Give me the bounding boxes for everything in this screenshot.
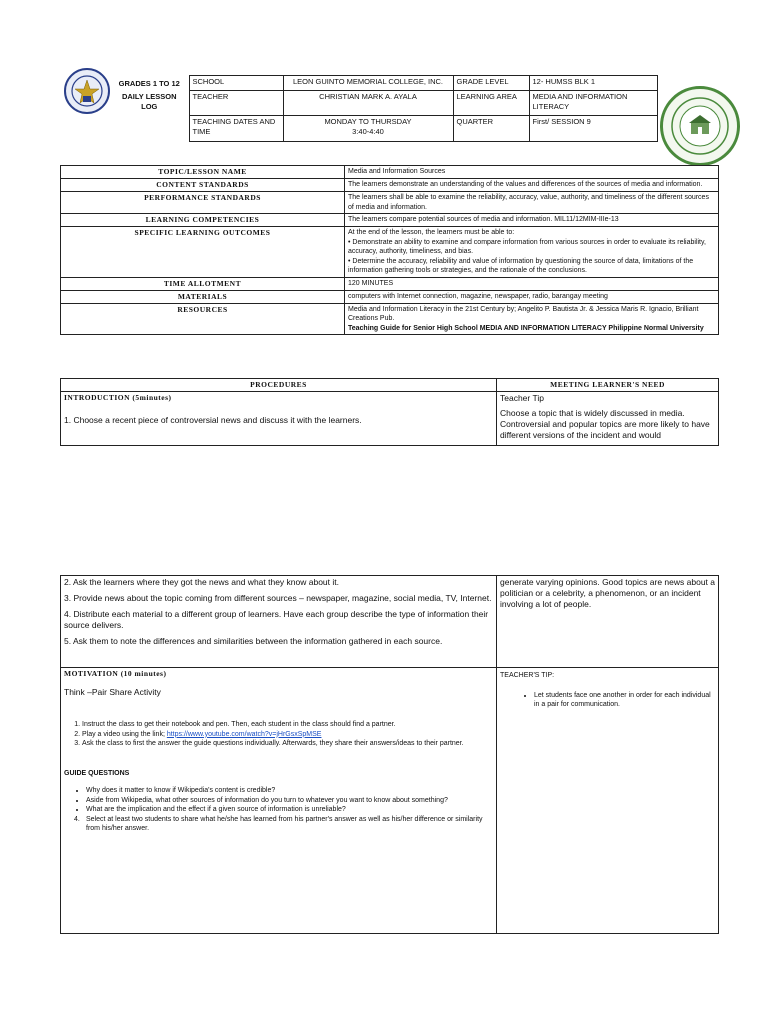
learning-area-value: MEDIA AND INFORMATION LITERACY <box>529 91 657 116</box>
activity-name: Think –Pair Share Activity <box>64 687 161 697</box>
school-label: SCHOOL <box>189 76 283 91</box>
performance-standards-label: PERFORMANCE STANDARDS <box>61 192 345 214</box>
outcomes-value <box>345 227 719 278</box>
step-item: 2. Ask the learners where they got the news and what they know about it. <box>64 577 339 587</box>
step-item: 5. Ask them to note the differences and similarities between the information gathered in each source. <box>64 636 443 646</box>
step-item: 3. Provide news about the topic coming from different sources – newspaper, magazine, social media, TV, Internet. <box>64 593 492 603</box>
learning-area-label: LEARNING AREA <box>453 91 529 116</box>
outcome-item: • Demonstrate an ability to examine and compare information from various sources in order to evaluate its reliability, accuracy, authority, timeliness, and bias. <box>348 238 706 255</box>
video-link[interactable]: https://www.youtube.com/watch?v=jHrGsxSpMSE <box>166 730 322 738</box>
outcome-item: • Determine the accuracy, reliability and value of information by questioning the source of data, limitations of the information gathering tools or strategies, and the rationale of the conclusions. <box>348 257 694 274</box>
teacher-value: CHRISTIAN MARK A. AYALA <box>283 91 453 116</box>
guide-question: • Why does it matter to know if Wikipedia's content is credible? <box>86 786 493 796</box>
steps-cell <box>61 576 497 668</box>
teachers-tip-cell <box>497 668 719 934</box>
introduction-cell <box>61 392 497 446</box>
guide-questions-title: GUIDE QUESTIONS <box>64 769 130 777</box>
teacher-tip-title: Teacher Tip <box>500 393 544 403</box>
resources-value <box>345 303 719 335</box>
resources-label: RESOURCES <box>61 303 345 335</box>
guide-question: Select at least two students to share what he/she has learned from his partner's answer as well as his/her difference or similarity from his/her answer. <box>86 815 483 832</box>
motivation-step: 1. Instruct the class to get their notebook and pen. Then, each student in the class should find a partner. <box>82 720 493 730</box>
dates-label: TEACHING DATES AND TIME <box>189 116 283 142</box>
motivation-step <box>82 730 493 740</box>
time-allotment-value: 120 MINUTES <box>345 277 719 290</box>
guide-question-number: 4. <box>74 815 80 823</box>
step-item: 4. Distribute each material to a different group of learners. Have each group describe the type of information their source delivers. <box>64 609 489 630</box>
teachers-tip-item: • Let students face one another in order for each individual in a pair for communication. <box>534 691 715 710</box>
grade-level-value: 12- HUMSS BLK 1 <box>529 76 657 91</box>
procedures-table-continued <box>60 575 719 934</box>
teachers-tip-title: TEACHER'S TIP: <box>500 672 555 679</box>
dates-value-time: 3:40-4:40 <box>352 127 384 136</box>
materials-label: MATERIALS <box>61 290 345 303</box>
teacher-tip-text: Choose a topic that is widely discussed in media. Controversial and popular topics are more likely to have different versions of the incident and would <box>500 408 710 439</box>
guide-questions-list <box>64 786 493 815</box>
topic-label: TOPIC/LESSON NAME <box>61 166 345 179</box>
seal-emblem-icon <box>70 74 104 108</box>
competencies-label: LEARNING COMPETENCIES <box>61 214 345 227</box>
competencies-value: The learners compare potential sources of media and information. MIL11/12MIM-IIIe-13 <box>345 214 719 227</box>
content-standards-value: The learners demonstrate an understanding of the values and differences of the sources of media and information. <box>345 179 719 192</box>
introduction-title: INTRODUCTION (5minutes) <box>64 393 172 402</box>
resource-item: Media and Information Literacy in the 21st Century by; Angelito P. Bautista Jr. & Jessica Maris R. Ignacio, Brilliant Creations Pub. <box>348 305 699 322</box>
content-standards-label: CONTENT STANDARDS <box>61 179 345 192</box>
school-value: LEON GUINTO MEMORIAL COLLEGE, INC. <box>283 76 453 91</box>
teachers-tip-list <box>500 691 715 710</box>
grades-label: GRADES 1 TO 12 <box>118 78 180 88</box>
teacher-label: TEACHER <box>189 91 283 116</box>
guide-question-4 <box>64 815 493 834</box>
lesson-table <box>60 165 719 335</box>
materials-value: computers with Internet connection, magazine, newspaper, radio, barangay meeting <box>345 290 719 303</box>
dates-value-days: MONDAY TO THURSDAY <box>324 117 412 126</box>
topic-value: Media and Information Sources <box>345 166 719 179</box>
video-instruction: Play a video using the link; <box>82 730 167 738</box>
deped-seal <box>64 68 110 114</box>
dates-value <box>283 116 453 142</box>
school-logo <box>660 86 740 166</box>
intro-step: 1. Choose a recent piece of controversial news and discuss it with the learners. <box>64 415 362 425</box>
teacher-tip-continued: generate varying opinions. Good topics are news about a politician or a celebrity, a phenomenon, or an incident involving a lot of people. <box>497 576 719 668</box>
log-name: DAILY LESSON LOG <box>121 91 177 111</box>
motivation-step: 3. Ask the class to first the answer the guide questions individually. Afterwards, they share their answers/ideas to their partner. <box>82 739 493 749</box>
time-allotment-label: TIME ALLOTMENT <box>61 277 345 290</box>
outcomes-label: SPECIFIC LEARNING OUTCOMES <box>61 227 345 278</box>
motivation-steps <box>64 720 493 749</box>
grade-level-label: GRADE LEVEL <box>453 76 529 91</box>
procedures-table <box>60 378 719 446</box>
school-logo-emblem-icon <box>669 95 731 157</box>
motivation-title: MOTIVATION (10 minutes) <box>64 669 167 678</box>
resource-item: Teaching Guide for Senior High School MEDIA AND INFORMATION LITERACY Philippine Normal University <box>348 324 704 332</box>
procedures-header: PROCEDURES <box>61 379 497 392</box>
quarter-value: First/ SESSION 9 <box>529 116 657 142</box>
quarter-label: QUARTER <box>453 116 529 142</box>
performance-standards-value: The learners shall be able to examine the reliability, accuracy, value, authority, and timeliness of the different sources of media and information. <box>345 192 719 214</box>
guide-question: • What are the implication and the effect if a given source of information is unreliable? <box>86 805 493 815</box>
guide-question: • Aside from Wikipedia, what other sources of information do you turn to whatever you want to know about something? <box>86 796 493 806</box>
teacher-tip-cell <box>497 392 719 446</box>
header-table <box>110 75 658 142</box>
outcomes-intro: At the end of the lesson, the learners must be able to: <box>348 229 515 236</box>
needs-header: MEETING LEARNER'S NEED <box>497 379 719 392</box>
motivation-cell <box>61 668 497 934</box>
